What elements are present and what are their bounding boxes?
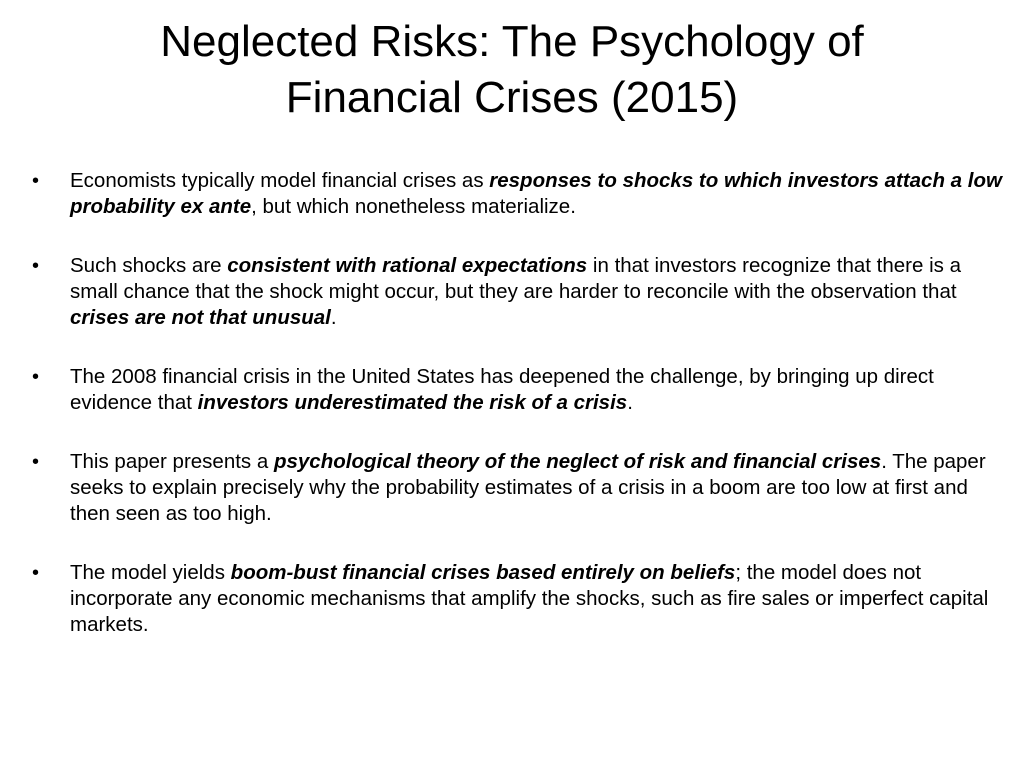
bullet-item — [32, 253, 1010, 331]
bullet-icon: • — [32, 451, 40, 473]
bullet-text: This paper presents a — [70, 450, 274, 473]
bullet-item — [32, 168, 1010, 220]
bullet-emphasis-text: consistent with rational expectations — [227, 254, 588, 277]
bullet-emphasis-text: investors underestimated the risk of a crisis — [197, 391, 628, 414]
bullet-text: . — [627, 391, 633, 414]
bullet-text: Economists typically model financial crises as — [70, 169, 490, 192]
bullet-icon: • — [32, 366, 40, 388]
slide-title-line-2: Financial Crises (2015) — [285, 73, 739, 122]
bullet-text: ; the model does not incorporate any economic mechanisms that amplify the shocks, such as fire sales or imperfect capital markets. — [70, 561, 989, 636]
bullet-text: Such shocks are — [70, 254, 228, 277]
bullet-text: , but which nonetheless materialize. — [251, 195, 576, 218]
bullet-list — [32, 168, 1010, 671]
bullet-text: . — [330, 306, 337, 329]
bullet-text: The model yields — [70, 561, 231, 584]
bullet-emphasis-text: psychological theory of the neglect of risk and financial crises — [273, 450, 882, 473]
bullet-text: . The paper seeks to explain precisely why the probability estimates of a crisis in a boom are too low at first and then seen as too high. — [70, 450, 986, 525]
bullet-item — [32, 364, 1010, 416]
bullet-emphasis-text: responses to shocks to which investors attach a low probability ex ante — [70, 169, 1002, 218]
bullet-emphasis-text: boom-bust financial crises based entirely on beliefs — [230, 561, 736, 584]
bullet-text: in that investors recognize that there is a small chance that the shock might occur, but they are harder to reconcile with the observation that — [70, 254, 961, 303]
bullet-text: The 2008 financial crisis in the United States has deepened the challenge, by bringing up direct evidence that — [70, 365, 934, 414]
bullet-emphasis-text: crises are not that unusual — [70, 306, 331, 329]
bullet-icon: • — [32, 255, 40, 277]
bullet-item — [32, 560, 1010, 638]
slide-title-line-1: Neglected Risks: The Psychology of — [160, 17, 864, 66]
slide-title — [60, 14, 964, 126]
bullet-icon: • — [32, 170, 40, 192]
bullet-icon: • — [32, 562, 40, 584]
bullet-item — [32, 449, 1010, 527]
